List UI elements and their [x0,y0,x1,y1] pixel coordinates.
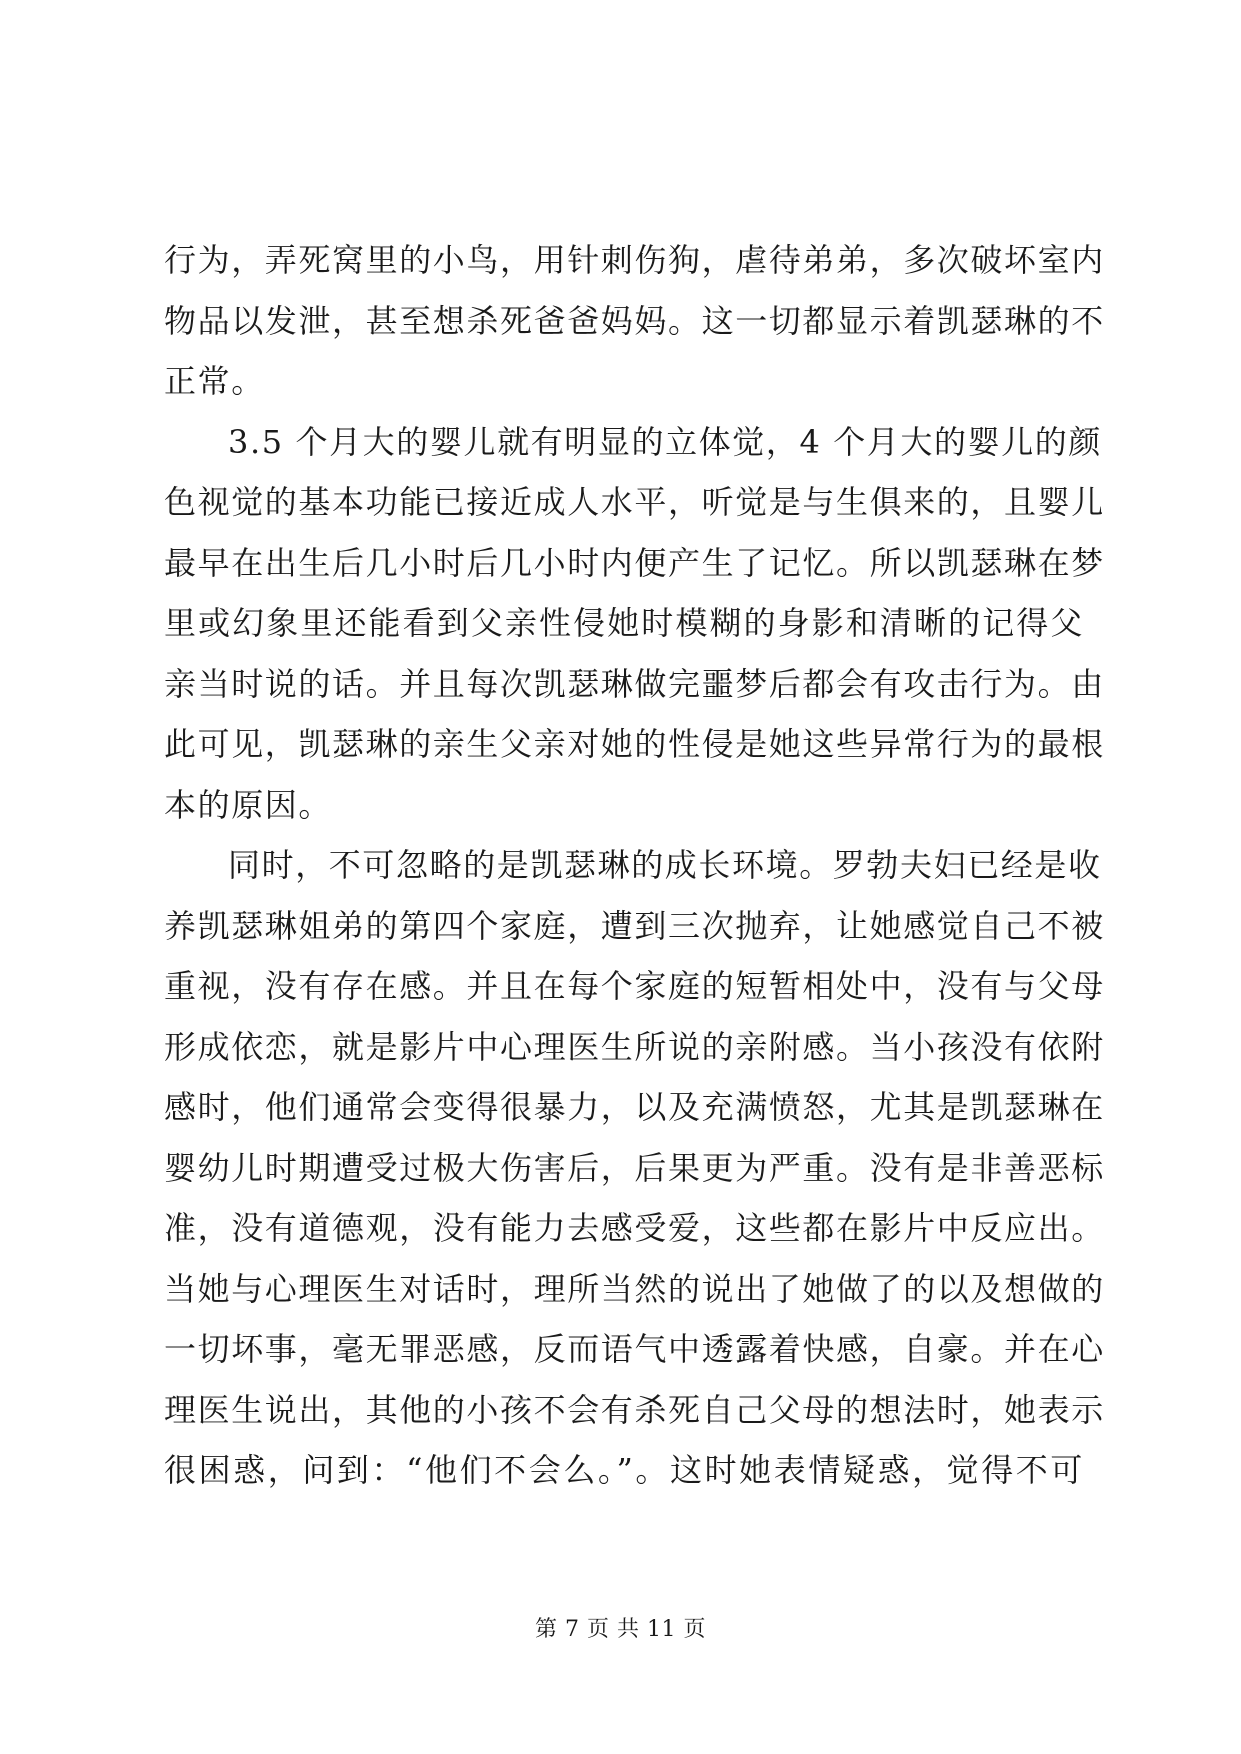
text-line: 一切坏事，毫无罪恶感，反而语气中透露着快感，自豪。并在心 [164,1330,1105,1368]
text-line: 色视觉的基本功能已接近成人水平，听觉是与生俱来的，且婴儿 [164,483,1105,521]
text-line: 亲当时说的话。并且每次凯瑟琳做完噩梦后都会有攻击行为。由 [164,664,1105,703]
text-line: 很困惑，问到：“他们不会么。”。这时她表情疑惑，觉得不可 [164,1451,1084,1489]
paragraph-3 [164,835,1105,1501]
text-line: 物品以发泄，甚至想杀死爸爸妈妈。这一切都显示着凯瑟琳的不 [164,301,1105,340]
text-line: 里或幻象里还能看到父亲性侵她时模糊的身影和清晰的记得父 [164,604,1084,642]
page-footer [0,1612,1241,1643]
text-line: 3.5 个月大的婴儿就有明显的立体觉，4 个月大的婴儿的颜 [228,422,1102,461]
text-line: 本的原因。 [164,785,333,824]
text-line: 准，没有道德观，没有能力去感受爱，这些都在影片中反应出。 [164,1209,1105,1247]
paragraph-2 [164,412,1105,836]
page-number-label: 第 7 页 共 11 页 [535,1617,706,1642]
text-line: 形成依恋，就是影片中心理医生所说的亲附感。当小孩没有依附 [164,1027,1105,1066]
text-line: 此可见，凯瑟琳的亲生父亲对她的性侵是她这些异常行为的最根 [164,725,1105,763]
text-line: 同时，不可忽略的是凯瑟琳的成长环境。罗勃夫妇已经是收 [228,846,1102,884]
document-body [164,230,1105,1501]
text-line: 当她与心理医生对话时，理所当然的说出了她做了的以及想做的 [164,1269,1105,1308]
text-line: 最早在出生后几小时后几小时内便产生了记忆。所以凯瑟琳在梦 [164,543,1105,582]
text-line: 重视，没有存在感。并且在每个家庭的短暂相处中，没有与父母 [164,967,1105,1005]
text-line: 养凯瑟琳姐弟的第四个家庭，遭到三次抛弃，让她感觉自己不被 [164,906,1105,945]
text-line: 理医生说出，其他的小孩不会有杀死自己父母的想法时，她表示 [164,1390,1105,1429]
text-line: 感时，他们通常会变得很暴力，以及充满愤怒，尤其是凯瑟琳在 [164,1088,1105,1126]
text-line: 正常。 [164,362,265,400]
text-line: 婴幼儿时期遭受过极大伤害后，后果更为严重。没有是非善恶标 [164,1148,1105,1187]
text-line: 行为，弄死窝里的小鸟，用针刺伤狗，虐待弟弟，多次破坏室内 [164,241,1105,279]
paragraph-1 [164,230,1105,412]
